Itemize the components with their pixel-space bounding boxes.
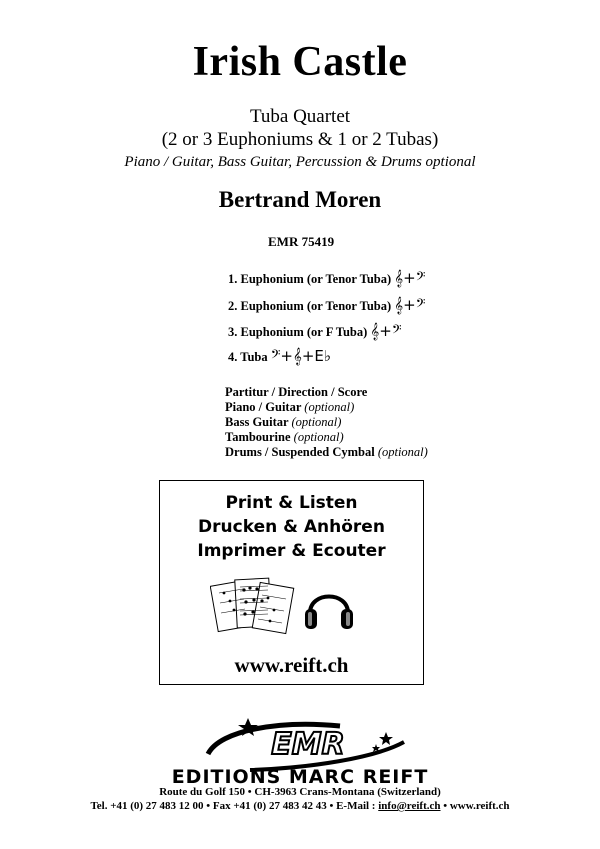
- contact-suffix: • www.reift.ch: [440, 800, 510, 812]
- promo-line-german: Drucken & Anhören: [198, 517, 385, 537]
- promo-line-english: Print & Listen: [225, 493, 358, 513]
- composer-name: Bertrand Moren: [218, 187, 382, 212]
- sheet-music-icon: [210, 573, 296, 639]
- clef-icon: 𝄢+𝄞+E♭: [270, 347, 331, 365]
- extra-part-item: [225, 415, 341, 430]
- extra-part-label: Tambourine: [225, 430, 291, 444]
- part-list-item: [228, 296, 425, 314]
- optional-note: (optional): [377, 445, 428, 459]
- instrumentation: (2 or 3 Euphoniums & 1 or 2 Tubas): [161, 129, 439, 150]
- optional-note: (optional): [291, 415, 342, 429]
- extra-part-item: [225, 385, 367, 400]
- logo-text: EMR: [271, 727, 345, 762]
- extra-part-item: [225, 430, 344, 445]
- extra-part-label: Bass Guitar: [225, 415, 289, 429]
- optional-instruments-line: Piano / Guitar, Bass Guitar, Percussion & Drums optional: [124, 154, 476, 170]
- part-list-item: [228, 347, 331, 365]
- clef-icon: 𝄞+𝄢: [370, 322, 402, 340]
- part-label: 1. Euphonium (or Tenor Tuba): [228, 272, 392, 286]
- publisher-name: EDITIONS MARC REIFT: [171, 766, 429, 788]
- clef-icon: 𝄞+𝄢: [394, 296, 426, 314]
- print-listen-box: [159, 480, 424, 685]
- publisher-address: Route du Golf 150 • CH-3963 Crans-Montana (Switzerland): [159, 786, 441, 798]
- optional-note: (optional): [304, 400, 355, 414]
- page-title: Irish Castle: [192, 39, 408, 85]
- headphones-icon: [300, 579, 358, 635]
- ensemble-subtitle: Tuba Quartet: [249, 106, 351, 127]
- promo-line-french: Imprimer & Ecouter: [197, 541, 386, 561]
- catalog-number: EMR 75419: [268, 234, 335, 249]
- contact-prefix: Tel. +41 (0) 27 483 12 00 • Fax +41 (0) 27 483 42 43 • E-Mail :: [90, 800, 379, 812]
- clef-icon: 𝄞+𝄢: [394, 269, 426, 287]
- promo-url[interactable]: www.reift.ch: [234, 653, 349, 677]
- extra-part-item: [225, 400, 354, 415]
- extra-part-label: Partitur / Direction / Score: [225, 385, 368, 399]
- optional-note: (optional): [293, 430, 344, 444]
- extra-part-label: Drums / Suspended Cymbal: [225, 445, 375, 459]
- email-link[interactable]: info@reift.ch: [378, 800, 441, 812]
- part-list-item: [228, 269, 425, 287]
- publisher-contact: [0, 800, 600, 812]
- part-label: 2. Euphonium (or Tenor Tuba): [228, 299, 392, 313]
- extra-part-item: [225, 445, 428, 460]
- part-list-item: [228, 322, 402, 340]
- part-label: 3. Euphonium (or F Tuba): [228, 325, 368, 339]
- part-label: 4. Tuba: [228, 350, 268, 364]
- extra-part-label: Piano / Guitar: [225, 400, 302, 414]
